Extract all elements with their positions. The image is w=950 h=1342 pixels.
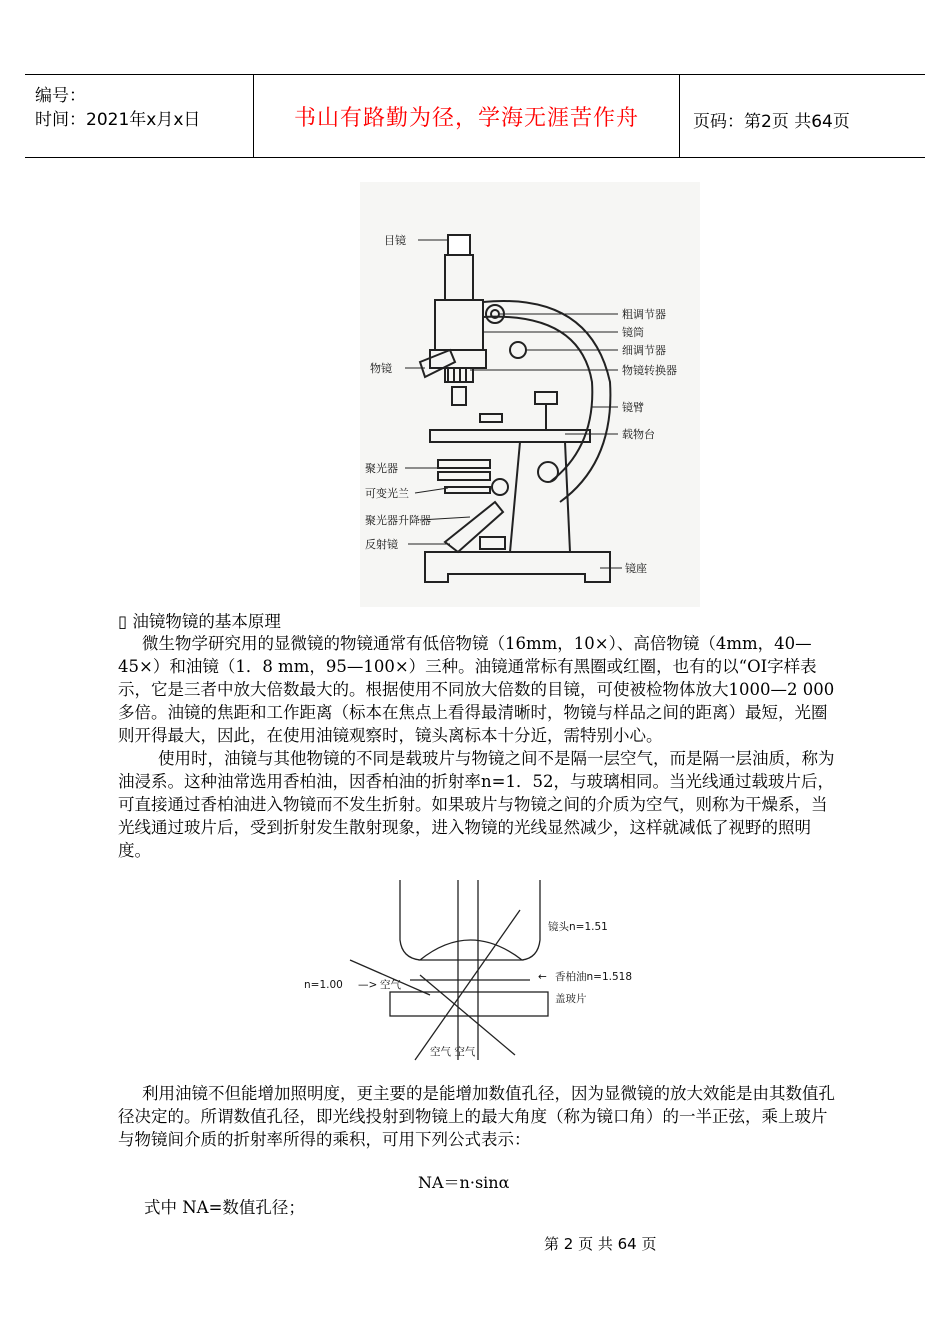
label-coarse-adjuster: 粗调节器: [622, 308, 666, 321]
label-condenser-lift: 聚光器升降器: [365, 514, 431, 527]
formula-where: 式中 NA=数值孔径；: [144, 1198, 305, 1217]
label-objective: 物镜: [370, 362, 392, 375]
document-header: [25, 74, 925, 158]
label-bottom-air: 空气 空气: [430, 1046, 476, 1058]
oil-immersion-svg: [290, 880, 670, 1065]
paragraph-3: 利用油镜不但能增加照明度，更主要的是能增加数值孔径，因为显微镜的放大效能是由其数值孔径决定的。所谓数值孔径，即光线投射到物镜上的最大角度（称为镜口角）的一半正弦，乘上玻片与物镜间介质的折射率所得的乘积，可用下列公式表示：: [118, 1084, 835, 1149]
bullet-icon: ▯: [118, 612, 133, 631]
label-eyepiece: 目镜: [384, 234, 406, 247]
label-oil: 香柏油n=1.518: [555, 971, 633, 983]
microscope-diagram: [360, 182, 700, 607]
na-formula: NA＝n·sinα: [418, 1173, 510, 1192]
label-mirror: 反射镜: [365, 538, 398, 551]
serial-label: 编号：: [35, 86, 86, 106]
label-stage: 载物台: [622, 428, 655, 441]
paragraph-2: 使用时，油镜与其他物镜的不同是载玻片与物镜之间不是隔一层空气，而是隔一层油质，称为油浸系。这种油常选用香柏油，因香柏油的折射率n=1．52，与玻璃相同。当光线通过载玻片后，可直接通过香柏油进入物镜而不发生折射。如果玻片与物镜之间的介质为空气，则称为干燥系，当光线通过玻片后，受到折射发生散射现象，进入物镜的光线显然减少，这样就减低了视野的照明度。: [118, 749, 835, 860]
label-iris: 可变光兰: [365, 487, 409, 500]
label-air: 空气: [380, 979, 401, 991]
label-coverslip: 盖玻片: [555, 993, 587, 1005]
header-meta-cell: [25, 75, 253, 157]
label-air-index: n=1.00: [304, 979, 343, 991]
label-tube: 镜筒: [622, 326, 644, 339]
svg-text:—>: —>: [358, 979, 378, 991]
section-title-text: 油镜物镜的基本原理: [132, 612, 281, 631]
header-page-cell: [679, 75, 925, 157]
motto-text: 书山有路勤为径，学海无涯苦作舟: [293, 106, 639, 131]
header-motto-cell: [253, 75, 680, 157]
label-fine-adjuster: 细调节器: [622, 344, 666, 357]
label-arm: 镜臂: [622, 401, 644, 414]
page-code: 页码：第2页 共64页: [693, 112, 850, 132]
page-footer: 第 2 页 共 64 页: [544, 1235, 657, 1253]
paragraph-numerical-aperture: [118, 1082, 838, 1151]
label-nosepiece: 物镜转换器: [622, 364, 677, 377]
label-base: 镜座: [625, 562, 647, 575]
svg-text:←: ←: [538, 971, 547, 983]
section-title: [118, 608, 281, 632]
microscope-svg: [360, 182, 700, 607]
label-condenser: 聚光器: [365, 462, 398, 475]
oil-immersion-diagram: [290, 880, 670, 1065]
paragraph-objectives: [118, 632, 838, 862]
label-lens-index: 镜头n=1.51: [548, 921, 608, 933]
paragraph-1: 微生物学研究用的显微镜的物镜通常有低倍物镜（16mm，10×）、高倍物镜（4mm，40—45×）和油镜（1．8 mm，95—100×）三种。油镜通常标有黑圈或红圈，也有的以“OI字样表示，它是三者中放大倍数最大的。根据使用不同放大倍数的目镜，可使被检物体放大1000—2 000多倍。油镜的焦距和工作距离（标本在焦点上看得最清晰时，物镜与样品之间的距离）最短，光圈则开得最大，因此，在使用油镜观察时，镜头离标本十分近，需特别小心。: [118, 634, 835, 745]
time-label: 时间：2021年x月x日: [35, 110, 201, 130]
